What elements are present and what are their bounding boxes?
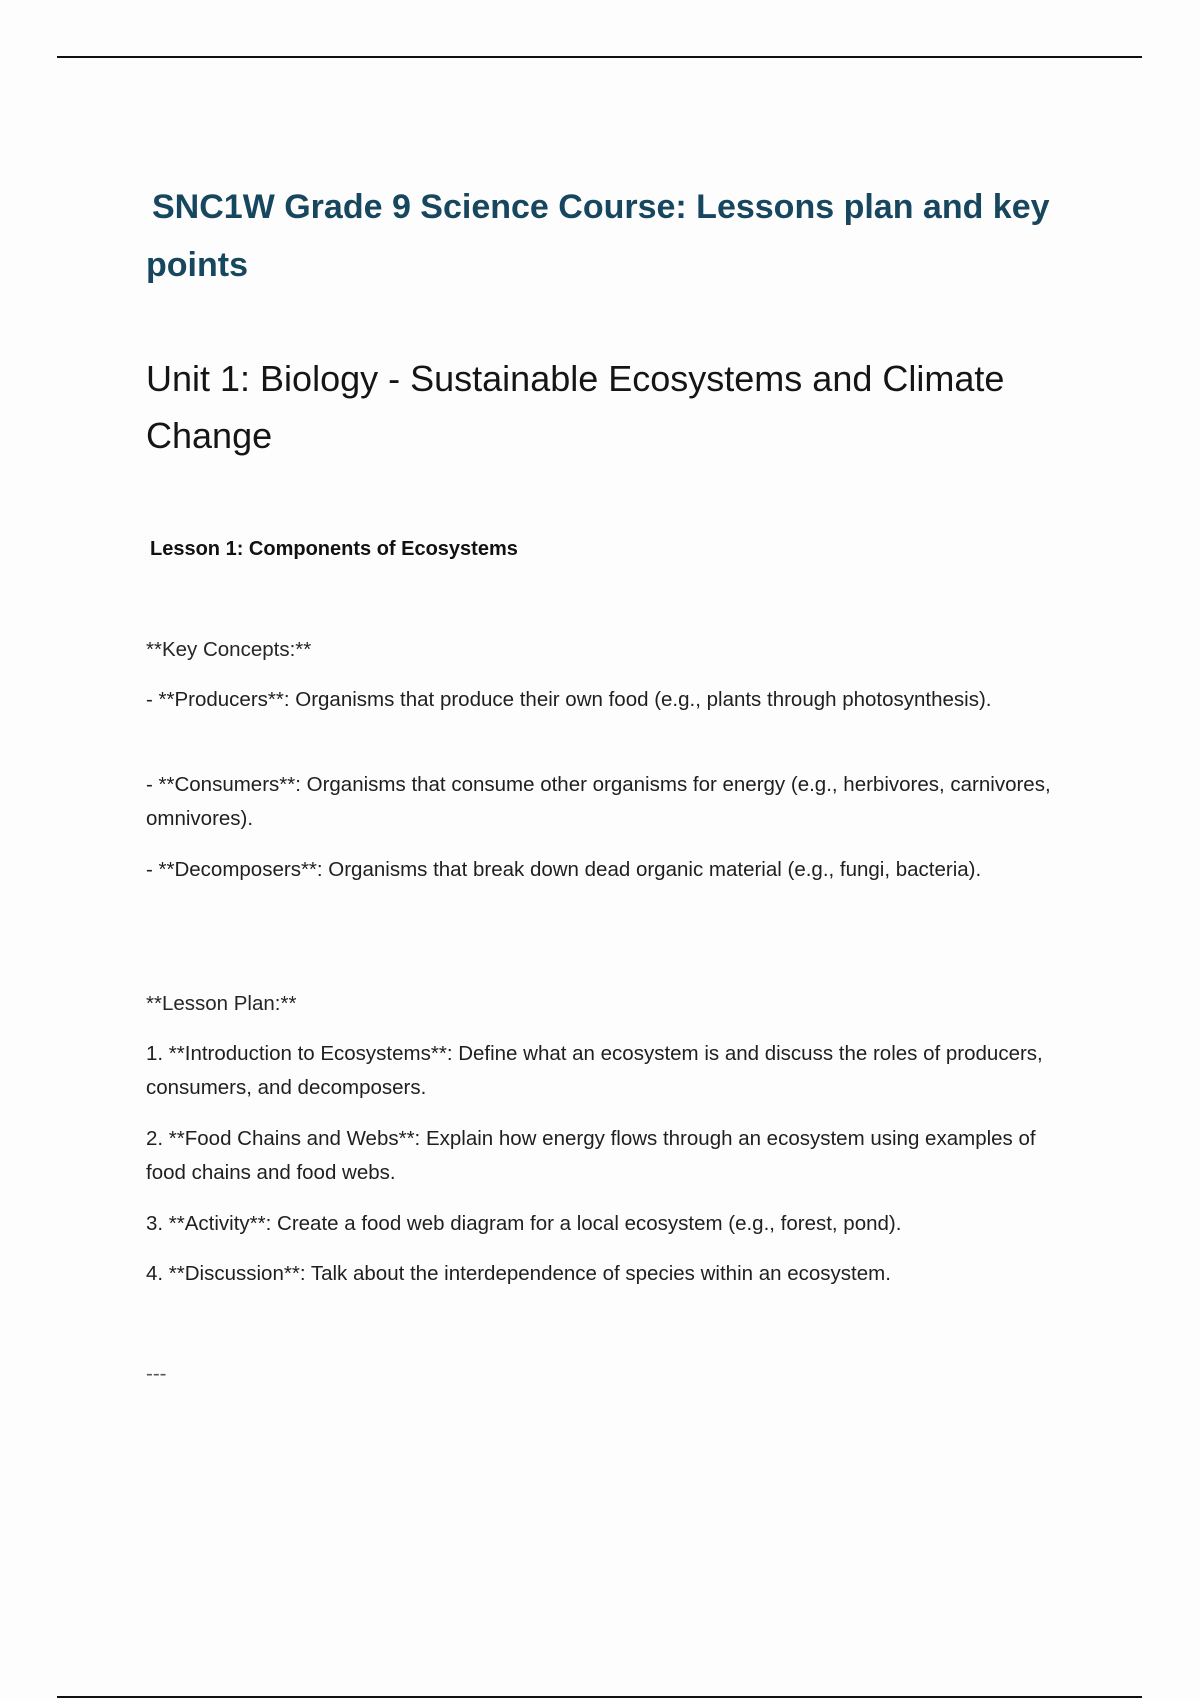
unit-title: Unit 1: Biology - Sustainable Ecosystems and Climate Change [146, 358, 1005, 456]
section-separator: --- [146, 1362, 167, 1385]
lesson-plan-item: 4. **Discussion**: Talk about the interdependence of species within an ecosystem. [146, 1262, 891, 1285]
page-title: SNC1W Grade 9 Science Course: Lessons plan and key points [146, 188, 1050, 284]
key-concept-item: - **Decomposers**: Organisms that break down dead organic material (e.g., fungi, bacteria). [146, 858, 982, 881]
key-concept-item: - **Producers**: Organisms that produce their own food (e.g., plants through photosynthesis). [146, 688, 992, 711]
key-concept-item: - **Consumers**: Organisms that consume other organisms for energy (e.g., herbivores, carnivores, omnivores). [146, 773, 1051, 830]
lesson-plan-item: 3. **Activity**: Create a food web diagram for a local ecosystem (e.g., forest, pond). [146, 1212, 902, 1235]
lesson-plan-heading: **Lesson Plan:** [146, 992, 297, 1015]
lesson-plan-item: 1. **Introduction to Ecosystems**: Define what an ecosystem is and discuss the roles of producers, consumers, and decomposers. [146, 1042, 1043, 1099]
bottom-rule [57, 1696, 1142, 1698]
lesson-title: Lesson 1: Components of Ecosystems [150, 538, 518, 560]
top-rule [57, 56, 1142, 58]
key-concepts-heading: **Key Concepts:** [146, 638, 312, 661]
lesson-plan-item: 2. **Food Chains and Webs**: Explain how energy flows through an ecosystem using examples of food chains and food webs. [146, 1127, 1036, 1184]
